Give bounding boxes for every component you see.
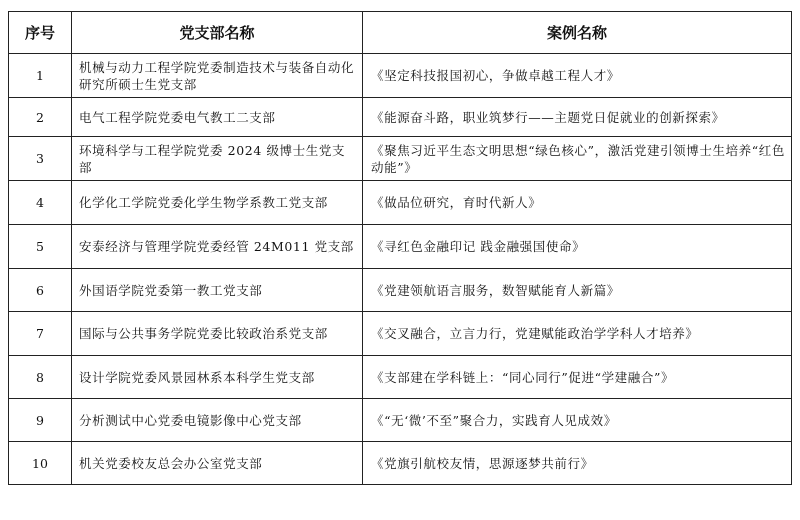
row-index: 7	[9, 312, 72, 356]
row-branch-name: 化学化工学院党委化学生物学系教工党支部	[72, 181, 363, 225]
row-case-name: 《聚焦习近平生态文明思想“绿色核心”，激活党建引领博士生培养“红色动能”》	[363, 137, 792, 181]
table-row	[9, 225, 792, 269]
row-case-name: 《能源奋斗路，职业筑梦行——主题党日促就业的创新探索》	[363, 98, 792, 137]
row-index: 9	[9, 399, 72, 442]
row-case-name: 《寻红色金融印记 践金融强国使命》	[363, 225, 792, 269]
row-index: 6	[9, 269, 72, 312]
row-branch-name: 国际与公共事务学院党委比较政治系党支部	[72, 312, 363, 356]
header-branch-name: 党支部名称	[72, 12, 363, 54]
header-index: 序号	[9, 12, 72, 54]
table-row	[9, 269, 792, 312]
table-row	[9, 54, 792, 98]
row-index: 10	[9, 442, 72, 485]
table-row	[9, 98, 792, 137]
header-case-name: 案例名称	[363, 12, 792, 54]
table-row	[9, 137, 792, 181]
row-case-name: 《坚定科技报国初心，争做卓越工程人才》	[363, 54, 792, 98]
row-index: 3	[9, 137, 72, 181]
row-index: 5	[9, 225, 72, 269]
row-index: 8	[9, 356, 72, 399]
case-list-table	[8, 11, 792, 485]
table-row	[9, 181, 792, 225]
row-case-name: 《做品位研究，育时代新人》	[363, 181, 792, 225]
table-row	[9, 442, 792, 485]
row-branch-name: 机关党委校友总会办公室党支部	[72, 442, 363, 485]
row-case-name: 《党建领航语言服务，数智赋能育人新篇》	[363, 269, 792, 312]
row-branch-name: 安泰经济与管理学院党委经管 24M011 党支部	[72, 225, 363, 269]
row-branch-name: 环境科学与工程学院党委 2024 级博士生党支部	[72, 137, 363, 181]
row-index: 2	[9, 98, 72, 137]
table-row	[9, 356, 792, 399]
row-index: 1	[9, 54, 72, 98]
row-case-name: 《党旗引航校友情，思源逐梦共前行》	[363, 442, 792, 485]
row-case-name: 《交叉融合，立言力行，党建赋能政治学学科人才培养》	[363, 312, 792, 356]
row-branch-name: 机械与动力工程学院党委制造技术与装备自动化研究所硕士生党支部	[72, 54, 363, 98]
row-branch-name: 设计学院党委风景园林系本科学生党支部	[72, 356, 363, 399]
row-branch-name: 外国语学院党委第一教工党支部	[72, 269, 363, 312]
row-index: 4	[9, 181, 72, 225]
row-branch-name: 电气工程学院党委电气教工二支部	[72, 98, 363, 137]
row-case-name: 《“无‘微’不至”聚合力，实践育人见成效》	[363, 399, 792, 442]
table-row	[9, 399, 792, 442]
table-row	[9, 312, 792, 356]
table-header-row	[9, 12, 792, 54]
row-case-name: 《支部建在学科链上：“同心同行”促进“学建融合”》	[363, 356, 792, 399]
row-branch-name: 分析测试中心党委电镜影像中心党支部	[72, 399, 363, 442]
